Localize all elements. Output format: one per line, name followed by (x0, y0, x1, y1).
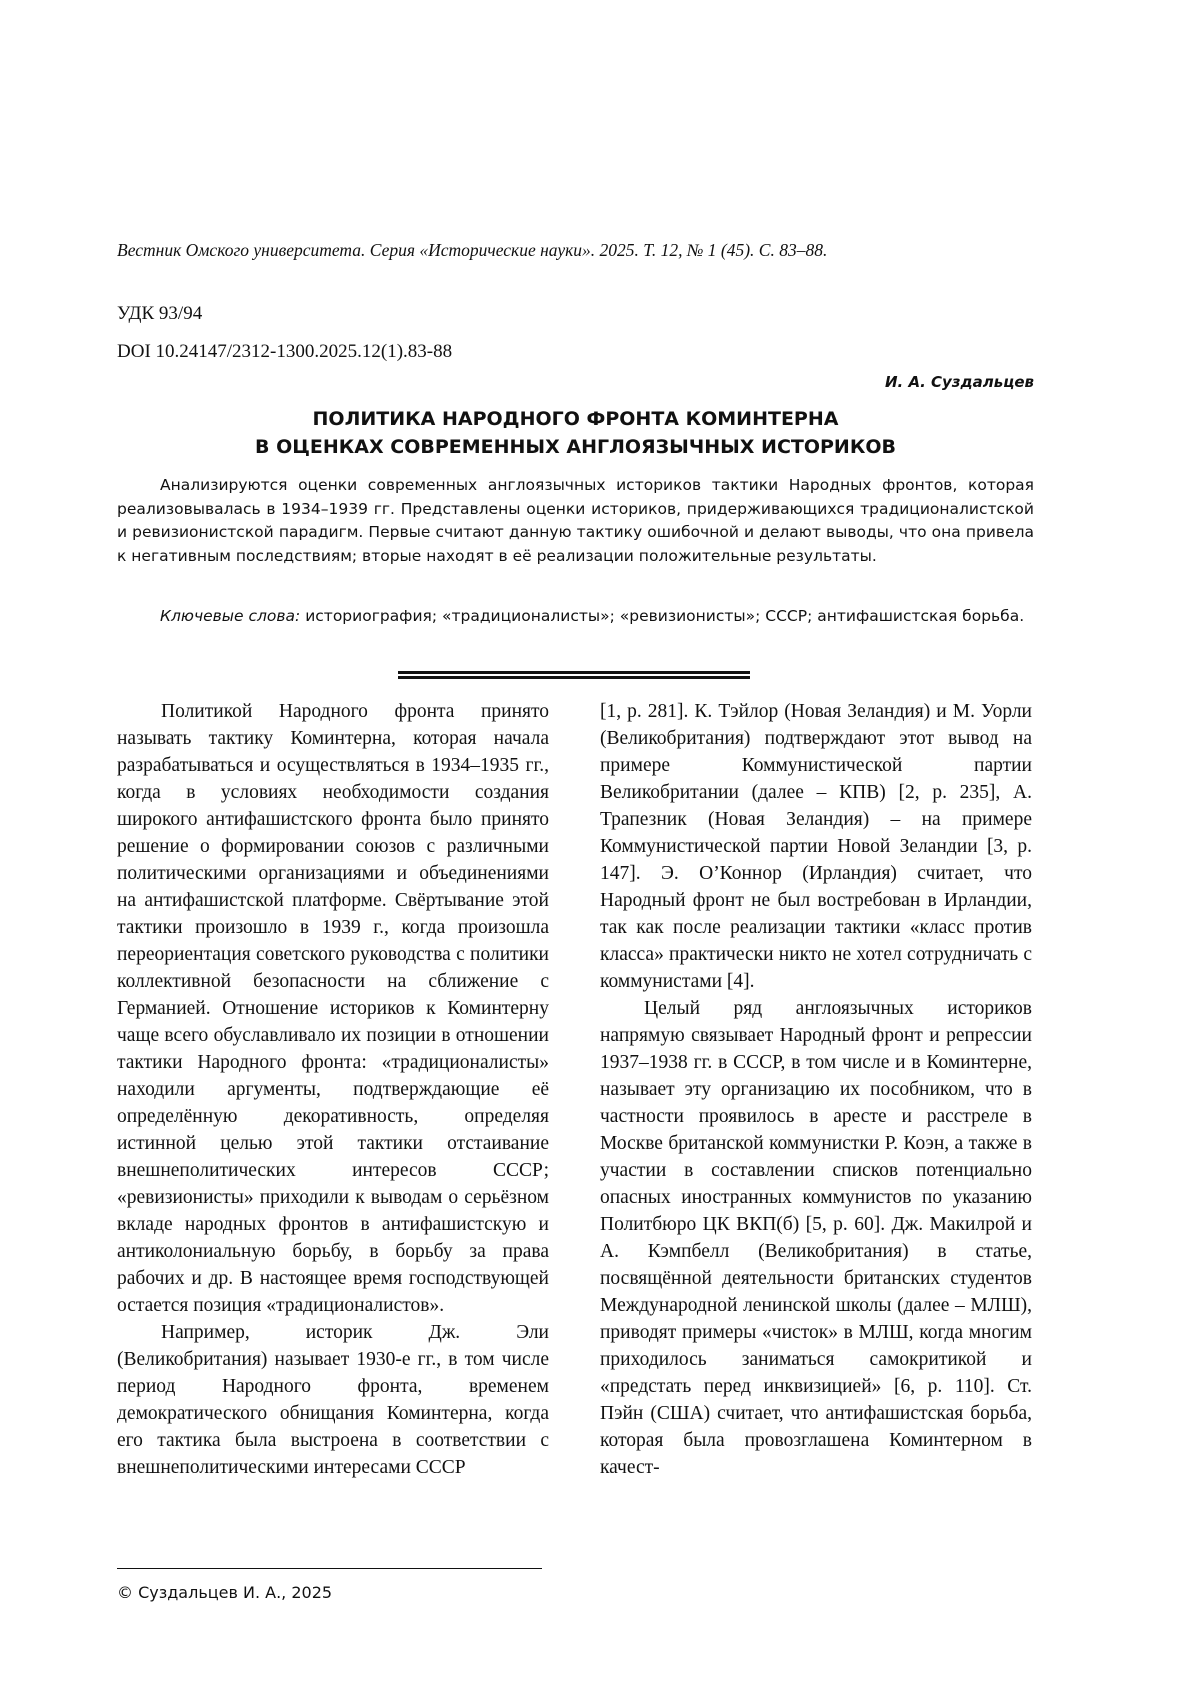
author-name: И. А. Суздальцев (885, 373, 1034, 391)
title-line-1: ПОЛИТИКА НАРОДНОГО ФРОНТА КОМИНТЕРНА (312, 408, 839, 430)
right-column (600, 698, 1032, 1481)
keywords-label: Ключевые слова: (160, 607, 301, 625)
keywords (117, 605, 1034, 629)
left-column (117, 698, 549, 1481)
copyright-notice: © Суздальцев И. А., 2025 (117, 1583, 333, 1602)
body-paragraph: Целый ряд англоязычных историков напрямую связывает Народный фронт и репрессии 1937–1938 гг. в СССР, в том числе и в Коминтерне, называет эту организацию их пособником, что в частности проявилось в аресте и расстреле в Москве британской коммунистки Р. Коэн, а также в участии в составлении списков потенциально опасных иностранных коммунистов по указанию Политбюро ЦК ВКП(б) [5, p. 60]. Дж. Макилрой и А. Кэмпбелл (Великобритания) в статье, посвящённой деятельности британских студентов Международной ленинской школы (далее – МЛШ), приводят примеры «чисток» в МЛШ, когда многим приходилось заниматься самокритикой и «предстать перед инквизицией» [6, p. 110]. Ст. Пэйн (США) считает, что антифашистская борьба, которая была провозглашена Коминтерном в качест- (600, 998, 1032, 1478)
abstract: Анализируются оценки современных англоязычных историков тактики Народных фронтов, которая реализовывалась в 1934–1939 гг. Представлены оценки историков, придерживающихся традиционалистской и ревизионистской парадигм. Первые считают данную тактику ошибочной и делают выводы, что она привела к негативным последствиям; вторые находят в её реализации положительные результаты. (117, 476, 1034, 565)
body-paragraph: Политикой Народного фронта принято называть тактику Коминтерна, которая начала разрабатываться и осуществляться в 1934–1935 гг., когда в условиях необходимости создания широкого антифашистского фронта было принято решение о формировании союзов с различными политическими организациями и объединениями на антифашистской платформе. Свёртывание этой тактики произошло в 1939 г., когда произошла переориентация советского руководства с политики коллективной безопасности на сближение с Германией. Отношение историков к Коминтерну чаще всего обуславливало их позиции в отношении тактики Народного фронта: «традиционалисты» находили аргументы, подтверждающие её определённую декоративность, определяя истинной целью этой тактики отстаивание внешнеполитических интересов СССР; «ревизионисты» приходили к выводам о серьёзном вкладе народных фронтов в антифашистскую и антиколониальную борьбу, в борьбу за права рабочих и др. В настоящее время господствующей остается позиция «традиционалистов». (117, 701, 549, 1316)
body-paragraph: Например, историк Дж. Эли (Великобритания) называет 1930-е гг., в том числе период Народного фронта, временем демократического обнищания Коминтерна, когда его тактика была выстроена в соответствии с внешнеполитическими интересами СССР (117, 1322, 549, 1478)
doi: DOI 10.24147/2312-1300.2025.12(1).83-88 (117, 341, 453, 362)
keywords-text: историография; «традиционалисты»; «ревизионисты»; СССР; антифашистская борьба. (305, 607, 1025, 625)
body-paragraph: [1, p. 281]. К. Тэйлор (Новая Зеландия) и М. Уорли (Великобритания) подтверждают этот вывод на примере Коммунистической партии Великобритании (далее – КПВ) [2, p. 235], А. Трапезник (Новая Зеландия) – на примере Коммунистической партии Новой Зеландии [3, p. 147]. Э. О’Коннор (Ирландия) считает, что Народный фронт не был востребован в Ирландии, так как после реализации тактики «класс против класса» практически никто не хотел сотрудничать с коммунистами [4]. (600, 701, 1032, 992)
udk-code: УДК 93/94 (117, 303, 203, 324)
footnote-rule (117, 1568, 542, 1569)
journal-reference: Вестник Омского университета. Серия «Исторические науки». 2025. Т. 12, № 1 (45). С. 83–88. (117, 240, 828, 260)
section-divider (398, 671, 750, 679)
title-line-2: В ОЦЕНКАХ СОВРЕМЕННЫХ АНГЛОЯЗЫЧНЫХ ИСТОРИКОВ (255, 436, 896, 458)
article-title (117, 405, 1034, 461)
